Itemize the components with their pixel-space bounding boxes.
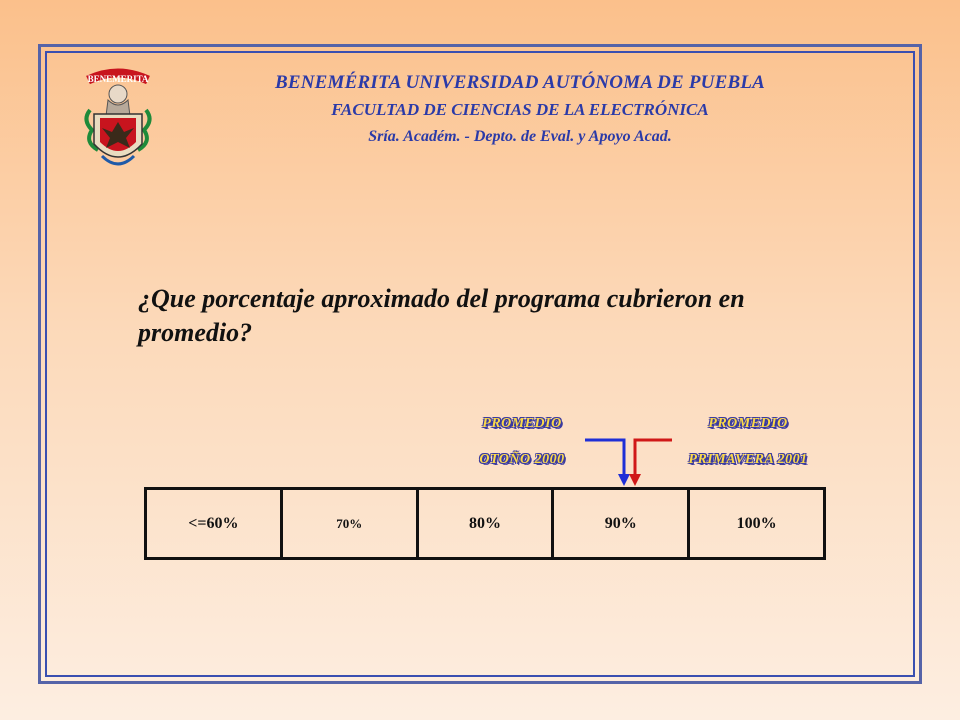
percentage-scale (144, 487, 826, 560)
scale-cell-80: 80% (419, 490, 555, 557)
scale-cell-100: 100% (736, 514, 777, 532)
svg-text:BENEMERITA: BENEMERITA (87, 74, 149, 84)
university-crest-logo (78, 60, 158, 178)
university-title: BENEMÉRITA UNIVERSIDAD AUTÓNOMA DE PUEBLA (274, 72, 765, 93)
question-text: ¿Que porcentaje aproximado del programa cubrieron en promedio? (138, 284, 745, 347)
department-subtitle: Sría. Académ. - Depto. de Eval. y Apoyo Acad. (368, 128, 672, 145)
spring-arrow (635, 440, 672, 476)
spring-marker-label-line1: PROMEDIO (708, 416, 788, 431)
average-markers-arrows (580, 436, 680, 488)
spring-marker-label-line2: PRIMAVERA 2001 (688, 452, 808, 467)
autumn-arrow (585, 440, 624, 476)
scale-cell-60: <=60% (147, 490, 283, 557)
scale-cell-70: 70% (283, 490, 419, 557)
autumn-marker-label-line1: PROMEDIO (482, 416, 562, 431)
scale-cell-90: 90% (554, 490, 690, 557)
autumn-arrow-head (618, 474, 630, 486)
faculty-title: FACULTAD DE CIENCIAS DE LA ELECTRÓNICA (331, 100, 709, 119)
spring-arrow-head (629, 474, 641, 486)
autumn-marker-label-line2: OTOÑO 2000 (479, 452, 565, 467)
